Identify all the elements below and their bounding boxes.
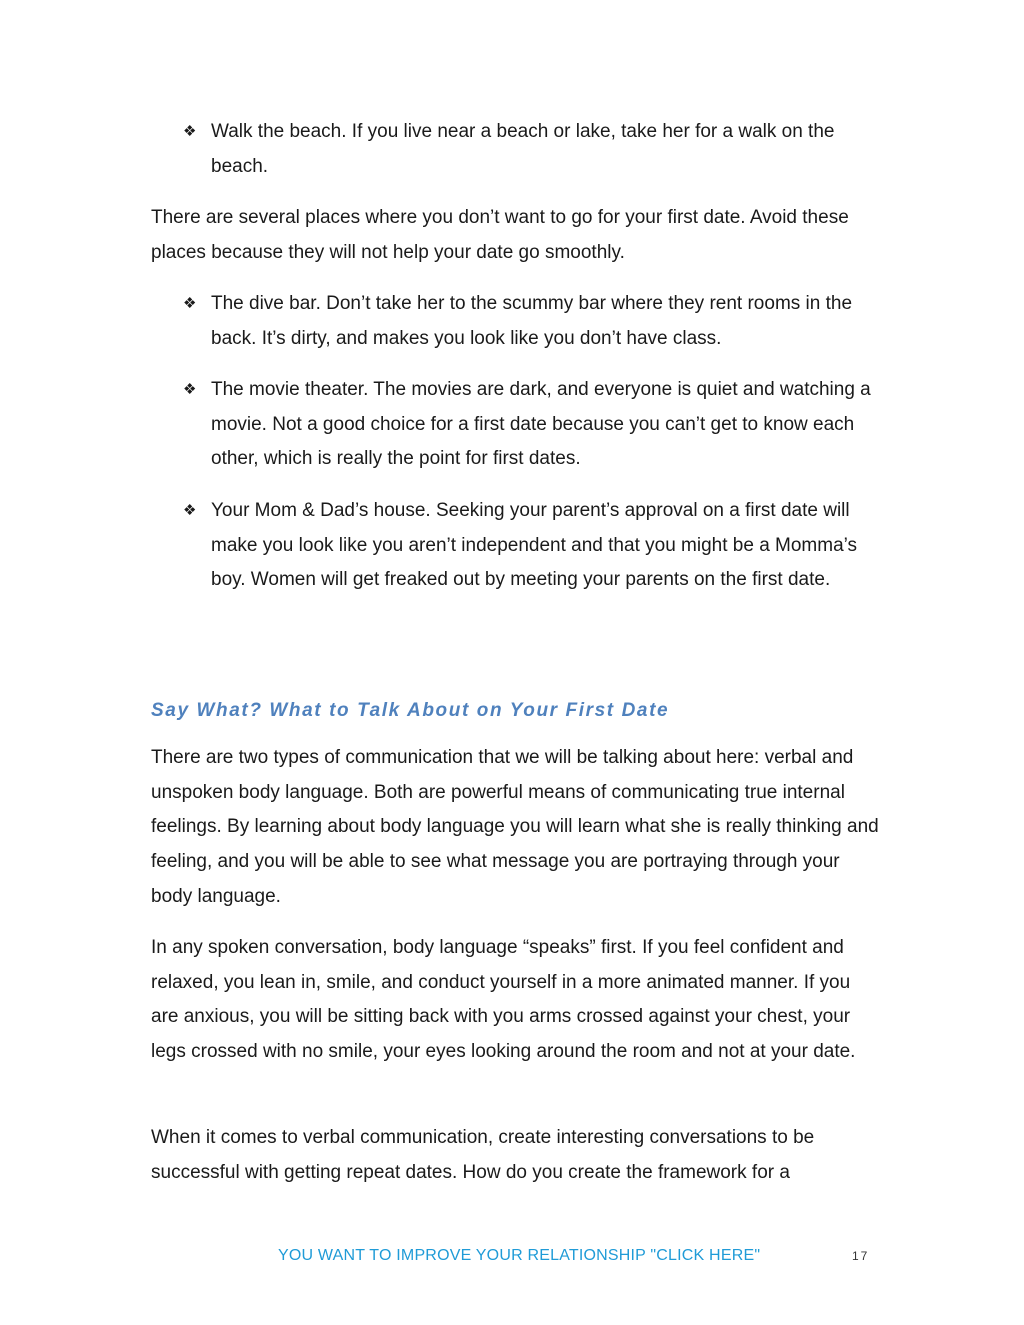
footer-click-here-link[interactable]: YOU WANT TO IMPROVE YOUR RELATIONSHIP "CLICK HERE" [278,1247,761,1264]
bullet-text: The movie theater. The movies are dark, and everyone is quiet and watching a movie. Not a good choice for a first date because you can’t get to know each other, which is really the point for first dates. [211,379,871,470]
bullet-text: Walk the beach. If you live near a beach or lake, take her for a walk on the beach. [211,121,835,177]
section-heading: Say What? What to Talk About on Your First Date [151,700,670,721]
diamond-bullet-icon: ❖ [183,381,197,398]
bullet-text: The dive bar. Don’t take her to the scummy bar where they rent rooms in the back. It’s dirty, and makes you look like you don’t have class. [211,293,853,349]
diamond-bullet-icon: ❖ [183,502,197,519]
paragraph-places-to-avoid: There are several places where you don’t want to go for your first date. Avoid these places because they will not help your date go smoothly. [151,207,849,263]
paragraph-verbal-communication: When it comes to verbal communication, create interesting conversations to be successful with getting repeat dates. How do you create the framework for a [151,1127,815,1183]
paragraph-communication-types: There are two types of communication that we will be talking about here: verbal and unspoken body language. Both are powerful means of communicating true internal feelings. By learning about body language you will learn what she is really thinking and feeling, and you will be able to see what message you are portraying through your body language. [151,747,879,907]
bullet-text: Your Mom & Dad’s house. Seeking your parent’s approval on a first date will make you look like you aren’t independent and that you might be a Momma’s boy. Women will get freaked out by meeting your parents on the first date. [211,500,858,591]
paragraph-body-language: In any spoken conversation, body language “speaks” first. If you feel confident and relaxed, you lean in, smile, and conduct yourself in a more animated manner. If you are anxious, you will be sitting back with you arms crossed against your chest, your legs crossed with no smile, your eyes looking around the room and not at your date. [151,937,856,1063]
diamond-bullet-icon: ❖ [183,295,197,312]
diamond-bullet-icon: ❖ [183,123,197,140]
page-number: 17 [852,1249,870,1263]
